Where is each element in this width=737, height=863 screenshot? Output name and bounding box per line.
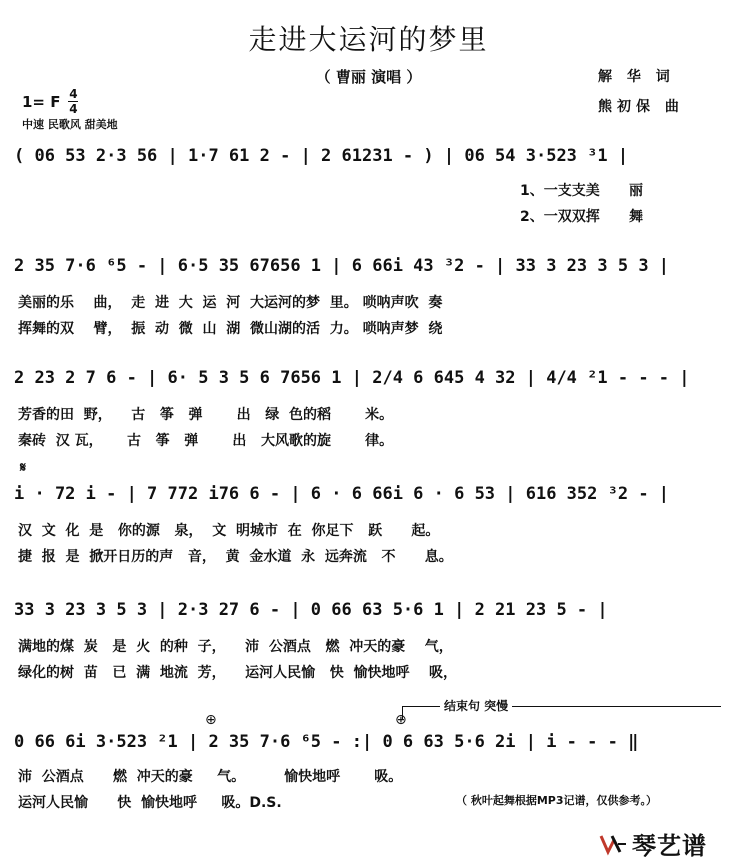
logo-mark-icon	[598, 832, 628, 856]
score-line-6: 0 66 6i 3·523 ²1 | 2 35 7·6 ⁶5 - :| 0 6 63 5·6 2i | i - - - ‖	[14, 732, 639, 752]
coda-sign-1: ⊕	[205, 712, 217, 728]
lyric-line-5b: 绿化的树 苗 已 满 地流 芳， 运河人民愉 快 愉快地呼 吸，	[18, 665, 457, 681]
score-line-5: 33 3 23 3 5 3 | 2·3 27 6 - | 0 66 63 5·6 1 | 2 21 23 5 - |	[14, 600, 608, 620]
score-line-1: ( 06 53 2·3 56 | 1·7 61 2 - | 2 61231 - ) | 06 54 3·523 ³1 |	[14, 146, 629, 166]
site-logo	[598, 826, 707, 861]
transcription-note: （ 秋叶起舞根据MP3记谱，仅供参考。）	[456, 794, 657, 807]
segno-sign: 𝄋	[20, 460, 27, 476]
lyric-line-6a: 沛 公酒点 燃 冲天的豪 气。 愉快地呼 吸。	[18, 769, 403, 785]
score-line-4: i · 72 i - | 7 772 i76 6 - | 6 · 6 66i 6 · 6 53 | 616 352 ³2 - |	[14, 484, 670, 504]
singer-credit: （ 曹丽 演唱 ）	[315, 68, 422, 86]
logo-text: 琴艺谱	[632, 832, 707, 860]
ending-label: 结束句 突慢	[440, 697, 512, 714]
verse-prefix-2: 2、一双双挥 舞	[520, 209, 643, 225]
coda-sign-2: ⊕	[395, 712, 407, 728]
lyricist-credit: 解 华 词	[598, 69, 675, 85]
score-line-3: 2 23 2 7 6 - | 6· 5 3 5 6 7656 1 | 2/4 6 645 4 32 | 4/4 ²1 - - - |	[14, 368, 690, 388]
song-title: 走进大运河的梦里	[248, 23, 489, 56]
lyric-line-3b: 秦砖 汉 瓦， 古 筝 弹 出 大风歌的旋 律。	[18, 433, 394, 449]
lyric-line-3a: 芳香的田 野， 古 筝 弹 出 绿 色的稻 米。	[18, 407, 394, 423]
lyric-line-2a: 美丽的乐 曲， 走 进 大 运 河 大运河的梦 里。 唢呐声吹 奏	[18, 295, 443, 311]
lyric-line-4a: 汉 文 化 是 你的源 泉， 文 明城市 在 你足下 跃 起。	[18, 523, 440, 539]
key-signature	[22, 88, 78, 115]
lyric-line-6b: 运河人民愉 快 愉快地呼 吸。D.S.	[18, 795, 282, 811]
composer-credit: 熊初保 曲	[598, 99, 684, 115]
lyric-line-5a: 满地的煤 炭 是 火 的种 子， 沛 公酒点 燃 冲天的豪 气，	[18, 639, 453, 655]
key-label: 1= F	[22, 92, 61, 111]
lyric-line-4b: 捷 报 是 掀开日历的声 音， 黄 金水道 永 远奔流 不 息。	[18, 549, 453, 565]
time-bottom: 4	[69, 102, 78, 116]
time-top: 4	[69, 87, 78, 101]
tempo-marking: 中速 民歌风 甜美地	[22, 118, 118, 131]
time-signature	[68, 88, 78, 115]
score-line-2: 2 35 7·6 ⁶5 - | 6·5 35 67656 1 | 6 66i 43 ³2 - | 33 3 23 3 5 3 |	[14, 256, 670, 276]
lyric-line-2b: 挥舞的双 臂， 振 动 微 山 湖 微山湖的活 力。 唢呐声梦 绕	[18, 321, 443, 337]
verse-prefix-1: 1、一支支美 丽	[520, 183, 643, 199]
